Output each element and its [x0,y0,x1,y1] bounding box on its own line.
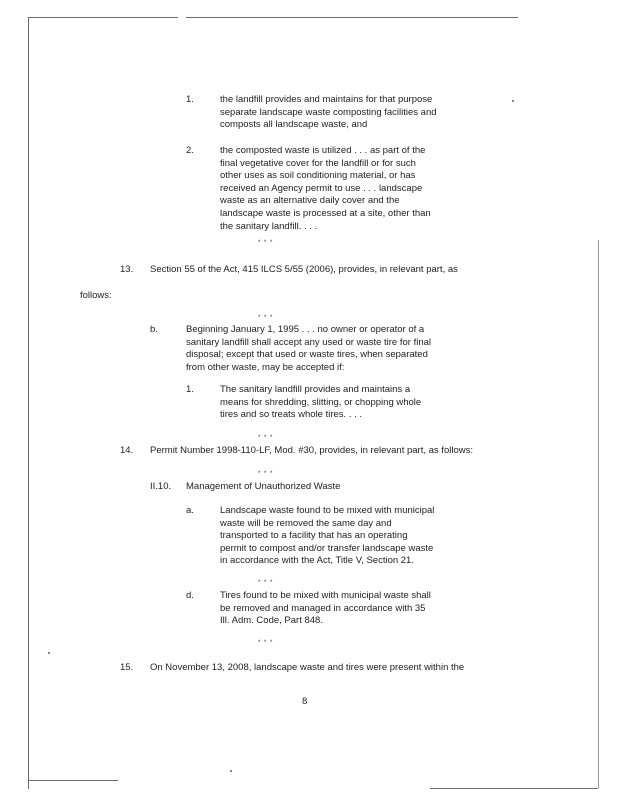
scan-border-right [598,240,599,788]
text-line: composts all landscape waste, and [220,119,368,131]
text-line: received an Agency permit to use . . . landscape [220,182,423,194]
list-item-text [220,145,431,233]
text-line: landscape waste is processed at a site, other than [220,207,431,219]
text-line: other uses as soil conditioning material, or has [220,170,416,182]
paragraph-text: Section 55 of the Act, 415 ILCS 5/55 (2006), provides, in relevant part, as [150,264,458,275]
list-item-number: 1. [186,94,194,105]
text-line: the sanitary landfill. . . . [220,220,318,232]
text-line: waste as an alternative daily cover and the [220,195,400,207]
ellipsis-marker: * * * [258,435,274,441]
ellipsis-marker: * * * [258,471,274,477]
paragraph-number: 14. [120,445,134,456]
scan-speck [48,652,50,654]
subsection-letter: b. [150,324,158,335]
text-line: Tires found to be mixed with municipal waste shall [220,590,431,601]
ellipsis-marker: * * * [258,315,274,321]
paragraph-number: 13. [120,264,134,275]
scan-border-left [28,17,29,789]
subsection-text [220,505,434,568]
text-line: from other waste, may be accepted if: [186,361,345,373]
text-line: waste will be removed the same day and [220,517,392,529]
list-item-number: 1. [186,384,194,395]
scan-speck [230,770,232,772]
paragraph-text: follows: [80,290,112,301]
paragraph-text: Permit Number 1998-110-LF, Mod. #30, provides, in relevant part, as follows: [150,445,473,456]
text-line: separate landscape waste composting facilities and [220,106,437,118]
subsection-text [186,324,431,374]
paragraph-number: 15. [120,662,134,673]
subsection-text [220,590,431,628]
scan-border-bottom-left [28,780,118,781]
text-line: means for shredding, slitting, or chopping whole [220,396,422,408]
list-item-number: 2. [186,145,194,156]
list-item-text [220,94,437,132]
text-line: tires and so treats whole tires. . . . [220,409,363,421]
list-item-text [220,384,421,422]
text-line: Landscape waste found to be mixed with municipal [220,505,435,516]
text-line: Ill. Adm. Code, Part 848. [220,615,323,627]
subsection-letter: a. [186,505,194,516]
text-line: Beginning January 1, 1995 . . . no owner or operator of a [186,324,425,335]
paragraph-text: On November 13, 2008, landscape waste and tires were present within the [150,662,465,673]
text-line: be removed and managed in accordance with 35 [220,602,426,614]
page-number: 8 [302,696,308,707]
text-line: in accordance with the Act, Title V, Section 21. [220,555,414,567]
subsection-letter: d. [186,590,194,601]
text-line: sanitary landfill shall accept any used or waste tire for final [186,336,432,348]
text-line: the landfill provides and maintains for that purpose [220,94,433,105]
scan-border-top-left [28,17,178,18]
section-title: Management of Unauthorized Waste [186,481,341,492]
section-number: II.10. [150,481,172,492]
ellipsis-marker: * * * [258,580,274,586]
text-line: final vegetative cover for the landfill or for such [220,157,416,169]
text-line: permit to compost and/or transfer landscape waste [220,542,434,554]
scan-border-bottom-right [430,788,598,789]
scan-border-top-right [186,17,518,18]
text-line: disposal; except that used or waste tires, when separated [186,349,428,361]
text-line: transported to a facility that has an operating [220,530,408,542]
ellipsis-marker: * * * [258,640,274,646]
ellipsis-marker: * * * [258,240,274,246]
text-line: the composted waste is utilized . . . as part of the [220,145,426,156]
text-line: The sanitary landfill provides and maintains a [220,384,411,395]
scan-speck [512,100,514,102]
